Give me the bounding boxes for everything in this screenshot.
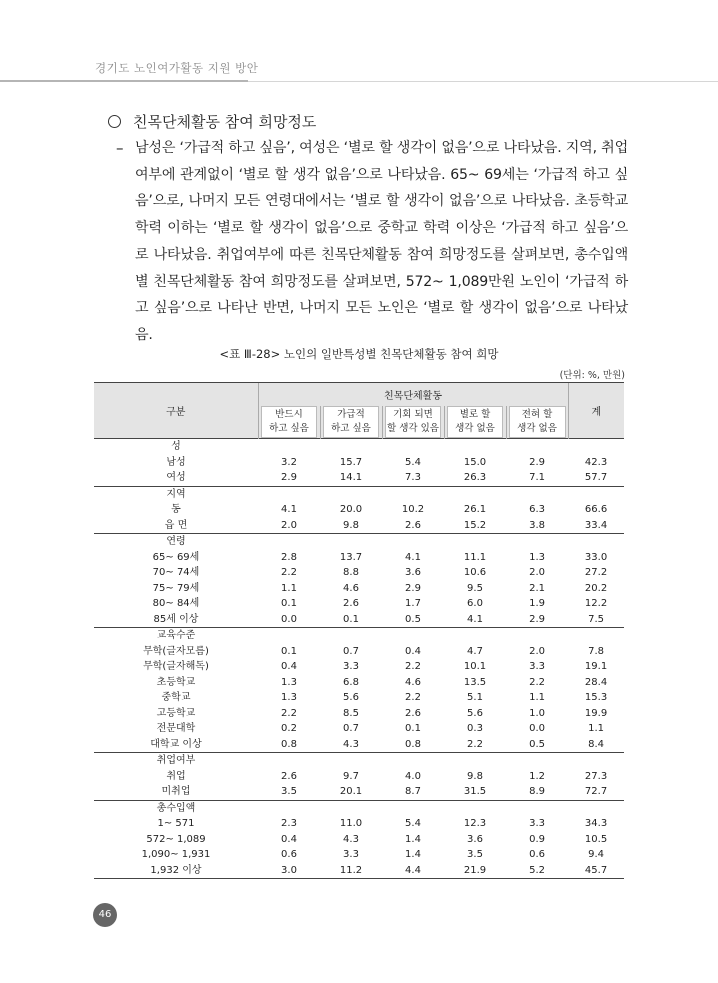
table-cell: 2.6 (281, 770, 297, 782)
table-cell: 1.1 (281, 582, 297, 594)
empty-cell (320, 628, 382, 644)
table-cell: 1.2 (529, 770, 545, 782)
table-cell: 15.2 (463, 519, 487, 531)
table-cell: 13.7 (339, 551, 363, 563)
table-cell: 3.3 (343, 849, 359, 860)
column-header-line2: 생각 없음 (517, 423, 557, 434)
row-label: 80~ 84세 (152, 598, 200, 609)
table-cell: 9.8 (343, 519, 359, 531)
table-cell: 1.9 (529, 598, 545, 609)
column-header-box (323, 406, 380, 438)
row-label: 여성 (166, 472, 186, 483)
column-header-line2: 할 생각 있음 (387, 423, 439, 434)
table-cell: 15.7 (339, 456, 363, 468)
row-label: 572~ 1,089 (146, 833, 206, 845)
table-cell: 3.3 (343, 661, 359, 672)
table-cell: 0.8 (405, 738, 421, 750)
table-cell: 0.8 (281, 738, 297, 750)
column-header-line1: 반드시 (275, 409, 303, 420)
circle-bullet-icon (108, 115, 121, 128)
table-cell: 2.0 (529, 645, 545, 657)
group-title: 교육수준 (94, 628, 258, 644)
table-cell: 10.1 (463, 661, 487, 672)
empty-cell (568, 534, 624, 550)
column-header-line1: 기회 되면 (393, 409, 433, 420)
table-row (94, 470, 624, 486)
table-cell: 0.0 (529, 723, 545, 734)
empty-cell (382, 800, 444, 816)
column-header (444, 406, 506, 439)
row-label: 1,090~ 1,931 (141, 849, 211, 860)
group-title-row (94, 753, 624, 769)
table-cell: 2.6 (343, 598, 359, 609)
empty-cell (382, 753, 444, 769)
table-cell: 15.0 (463, 456, 487, 468)
table-cell: 26.1 (463, 504, 487, 515)
column-header-line2: 하고 싶음 (269, 423, 309, 434)
table-cell: 5.1 (467, 692, 483, 703)
running-header: 경기도 노인여가활동 지원 방안 (95, 61, 259, 75)
table-cell: 3.5 (281, 786, 297, 797)
empty-cell (444, 439, 506, 455)
empty-cell (506, 439, 568, 455)
column-header (382, 406, 444, 439)
empty-cell (320, 486, 382, 502)
table-cell: 26.3 (463, 472, 487, 483)
table-cell: 1.1 (529, 692, 545, 703)
table-cell: 2.8 (281, 551, 297, 563)
empty-cell (444, 753, 506, 769)
header-group: 친목단체활동 (258, 383, 568, 407)
table-cell: 6.8 (343, 676, 359, 688)
table-cell: 7.3 (405, 472, 421, 483)
row-label: 무학(글자해독) (143, 661, 209, 672)
table-cell: 5.6 (343, 692, 359, 703)
table-cell: 0.7 (343, 723, 359, 734)
table-row (94, 659, 624, 675)
table-cell: 5.6 (467, 707, 483, 719)
table-row (94, 675, 624, 691)
table-cell: 9.8 (467, 770, 483, 782)
table-cell: 1.3 (281, 692, 297, 703)
table-cell: 27.2 (584, 567, 608, 578)
empty-cell (444, 628, 506, 644)
table-cell: 2.9 (405, 582, 421, 594)
table-cell: 4.1 (405, 551, 421, 563)
empty-cell (506, 800, 568, 816)
table-cell: 8.9 (529, 786, 545, 797)
group-title-row (94, 534, 624, 550)
table-row (94, 644, 624, 660)
table-cell: 4.1 (281, 504, 297, 515)
table-cell: 2.0 (529, 567, 545, 578)
table-cell: 0.1 (405, 723, 421, 734)
table-cell: 1.1 (588, 723, 605, 734)
table-cell: 1.3 (281, 676, 297, 688)
table-cell: 13.5 (463, 676, 487, 688)
row-label: 초등학교 (156, 676, 196, 688)
empty-cell (320, 800, 382, 816)
row-label: 1~ 571 (157, 818, 195, 829)
group-title: 지역 (94, 486, 258, 502)
table-cell: 9.5 (467, 582, 483, 594)
table-cell: 0.6 (281, 849, 297, 860)
row-label: 전문대학 (156, 723, 196, 734)
table-cell: 12.2 (584, 598, 608, 609)
table-cell: 2.6 (405, 519, 421, 531)
group-title: 연령 (94, 534, 258, 550)
table-cell: 4.3 (343, 738, 359, 750)
row-label: 70~ 74세 (152, 567, 200, 578)
table-cell: 4.1 (467, 613, 483, 625)
unit-note: (단위: %, 만원) (559, 370, 625, 381)
empty-cell (258, 486, 320, 502)
table-cell: 45.7 (568, 863, 624, 879)
table-cell: 6.0 (467, 598, 483, 609)
table-cell: 3.6 (405, 567, 421, 578)
table-cell: 3.3 (529, 661, 545, 672)
table-cell: 20.2 (584, 582, 608, 594)
body-paragraph: 남성은 ‘가급적 하고 싶음’, 여성은 ‘별로 할 생각이 없음’으로 나타났음. 지역, 취업여부에 관계없이 ‘별로 할 생각 없음’으로 나타났음. 65~ 69세는 ‘가급적 하고 싶음’으로, 나머지 모든 연령대에서는 ‘별로 할 생각이 없음’으로 나타났음. 초등학교 학력 이하는 ‘별로 할 생각이 없음’으로 중학교 학력 이상은 ‘가급적 하고 싶음’으로 나타났음. 취업여부에 따른 친목단체활동 참여 희망정도를 살펴보면, 총수입액별 친목단체활동 참여 희망정도를 살펴보면, 572~ 1,089만원 노인이 ‘가급적 하고 싶음’으로 나타난 반면, 나머지 모든 노인은 ‘별로 할 생각이 없음’으로 나타났음. (135, 140, 628, 343)
table-cell: 2.9 (529, 456, 545, 468)
page-number: 46 (93, 903, 117, 927)
table-row (94, 769, 624, 785)
table-cell: 0.5 (529, 738, 545, 750)
table-cell: 1.4 (405, 833, 421, 845)
row-label: 85세 이상 (153, 613, 199, 625)
table-cell: 4.6 (405, 676, 421, 688)
empty-cell (258, 753, 320, 769)
column-header (320, 406, 382, 439)
table-row (94, 550, 624, 566)
header-total: 계 (568, 383, 624, 439)
empty-cell (444, 534, 506, 550)
row-label: 중학교 (161, 692, 191, 703)
empty-cell (506, 628, 568, 644)
table-cell: 0.1 (281, 598, 297, 609)
empty-cell (506, 753, 568, 769)
table-cell: 2.2 (405, 661, 421, 672)
table-row (94, 612, 624, 628)
group-title-row (94, 800, 624, 816)
empty-cell (568, 486, 624, 502)
empty-cell (568, 800, 624, 816)
table-cell: 2.2 (529, 676, 545, 688)
empty-cell (382, 439, 444, 455)
row-label: 고등학교 (156, 707, 196, 719)
group-title-row (94, 486, 624, 502)
row-label: 대학교 이상 (150, 738, 202, 750)
table-row (94, 706, 624, 722)
table-cell: 21.9 (444, 863, 506, 879)
table-cell: 3.6 (467, 833, 483, 845)
group-title-row (94, 628, 624, 644)
table-cell: 7.8 (588, 645, 605, 657)
table-cell: 42.3 (584, 456, 608, 468)
table-cell: 28.4 (584, 676, 608, 688)
empty-cell (258, 628, 320, 644)
table-cell: 33.0 (584, 551, 608, 563)
table-cell: 3.8 (529, 519, 545, 531)
table-cell: 0.0 (281, 613, 297, 625)
row-label: 취업 (166, 770, 186, 782)
empty-cell (506, 486, 568, 502)
table-row (94, 721, 624, 737)
group-title: 성 (94, 439, 258, 455)
table-cell: 10.6 (463, 567, 487, 578)
table-cell: 8.7 (405, 786, 421, 797)
table-cell: 5.4 (405, 818, 421, 829)
table-cell: 0.4 (281, 833, 297, 845)
table-cell: 14.1 (339, 472, 363, 483)
column-header (258, 406, 320, 439)
row-label: 읍 면 (164, 519, 188, 531)
empty-cell (320, 439, 382, 455)
table-row (94, 596, 624, 612)
table-cell: 2.3 (281, 818, 297, 829)
empty-cell (382, 628, 444, 644)
table-cell: 2.1 (529, 582, 545, 594)
table-cell: 2.0 (281, 519, 297, 531)
row-label: 미취업 (161, 786, 191, 797)
table-cell: 9.4 (588, 849, 605, 860)
table-cell: 2.2 (281, 707, 297, 719)
table-cell: 7.1 (529, 472, 545, 483)
empty-cell (320, 753, 382, 769)
table-cell: 10.5 (584, 833, 608, 845)
table-cell: 15.3 (584, 692, 608, 703)
group-title-row (94, 439, 624, 455)
column-header-box (447, 406, 504, 438)
table-cell: 0.3 (467, 723, 483, 734)
table-row (94, 832, 624, 848)
table-cell: 4.7 (467, 645, 483, 657)
table-cell: 3.0 (258, 863, 320, 879)
table-row (94, 455, 624, 471)
table-cell: 11.0 (339, 818, 363, 829)
table-cell: 27.3 (584, 770, 608, 782)
table-cell: 72.7 (584, 786, 608, 797)
table-cell: 57.7 (584, 472, 608, 483)
column-header-box (261, 406, 318, 438)
group-title: 총수입액 (94, 800, 258, 816)
table-row (94, 502, 624, 518)
table-cell: 34.3 (584, 818, 608, 829)
table-row (94, 847, 624, 863)
column-header-box (385, 406, 442, 438)
empty-cell (444, 800, 506, 816)
table-cell: 3.3 (529, 818, 545, 829)
table-cell: 5.4 (405, 456, 421, 468)
table-cell: 2.9 (281, 472, 297, 483)
table-cell: 4.0 (405, 770, 421, 782)
empty-cell (506, 534, 568, 550)
header-rule-light (248, 81, 718, 82)
table-cell: 31.5 (463, 786, 487, 797)
empty-cell (444, 486, 506, 502)
group-title: 취업여부 (94, 753, 258, 769)
table-cell: 3.5 (467, 849, 483, 860)
column-header (506, 406, 568, 439)
empty-cell (568, 628, 624, 644)
table-cell: 66.6 (584, 504, 608, 515)
table-cell: 10.2 (401, 504, 425, 515)
table-cell: 1.3 (529, 551, 545, 563)
table-row (94, 816, 624, 832)
table-row (94, 565, 624, 581)
row-label: 남성 (166, 456, 186, 468)
header-category: 구분 (94, 383, 258, 439)
empty-cell (258, 800, 320, 816)
table-caption: <표 Ⅲ-28> 노인의 일반특성별 친목단체활동 참여 희망 (219, 347, 499, 361)
section-heading-text: 친목단체활동 참여 희망정도 (133, 113, 317, 131)
empty-cell (258, 534, 320, 550)
table-cell: 11.1 (463, 551, 487, 563)
table-cell: 33.4 (584, 519, 608, 531)
table-cell: 1.4 (405, 849, 421, 860)
table-cell: 2.9 (529, 613, 545, 625)
dash-bullet: – (116, 139, 124, 157)
table-cell: 2.2 (281, 567, 297, 578)
row-label: 75~ 79세 (152, 582, 200, 594)
empty-cell (320, 534, 382, 550)
section-heading (108, 111, 316, 132)
table-cell: 0.2 (281, 723, 297, 734)
table-cell: 9.7 (343, 770, 359, 782)
table-row (94, 690, 624, 706)
table-cell: 7.5 (588, 613, 605, 625)
table-cell: 5.2 (506, 863, 568, 879)
data-table (94, 382, 624, 879)
column-header-line1: 별로 할 (459, 409, 491, 420)
table-cell: 19.1 (584, 661, 608, 672)
table-cell: 1.7 (405, 598, 421, 609)
empty-cell (258, 439, 320, 455)
table-cell: 4.4 (382, 863, 444, 879)
table-cell: 8.4 (588, 738, 605, 750)
header-rule (0, 80, 248, 82)
table-cell: 0.9 (529, 833, 545, 845)
table-row (94, 518, 624, 534)
table-row (94, 863, 624, 879)
table-row (94, 581, 624, 597)
column-header-box (509, 406, 566, 438)
table-cell: 2.6 (405, 707, 421, 719)
table-cell: 20.0 (339, 504, 363, 515)
table-cell: 11.2 (320, 863, 382, 879)
table-cell: 2.2 (467, 738, 483, 750)
empty-cell (568, 753, 624, 769)
table-cell: 8.5 (343, 707, 359, 719)
table-cell: 19.9 (584, 707, 608, 719)
column-header-line2: 생각 없음 (455, 423, 495, 434)
table-row (94, 737, 624, 753)
row-label: 1,932 이상 (94, 863, 258, 879)
table-cell: 0.5 (405, 613, 421, 625)
row-label: 무학(글자모름) (143, 645, 209, 657)
table-cell: 0.6 (529, 849, 545, 860)
table-cell: 0.4 (281, 661, 297, 672)
table-cell: 0.1 (281, 645, 297, 657)
table-cell: 1.0 (529, 707, 545, 719)
table-cell: 12.3 (463, 818, 487, 829)
empty-cell (382, 534, 444, 550)
table-cell: 0.7 (343, 645, 359, 657)
column-header-line2: 하고 싶음 (331, 423, 371, 434)
empty-cell (568, 439, 624, 455)
table-cell: 4.6 (343, 582, 359, 594)
column-header-line1: 전혀 할 (521, 409, 553, 420)
table-cell: 4.3 (343, 833, 359, 845)
table-cell: 6.3 (529, 504, 545, 515)
table-cell: 0.1 (343, 613, 359, 625)
column-header-line1: 가급적 (337, 409, 365, 420)
row-label: 65~ 69세 (152, 551, 200, 563)
table-cell: 0.4 (405, 645, 421, 657)
table-cell: 2.2 (405, 692, 421, 703)
table-cell: 20.1 (339, 786, 363, 797)
table-row (94, 784, 624, 800)
row-label: 동 (171, 504, 181, 515)
empty-cell (382, 486, 444, 502)
table-cell: 8.8 (343, 567, 359, 578)
table-cell: 3.2 (281, 456, 297, 468)
